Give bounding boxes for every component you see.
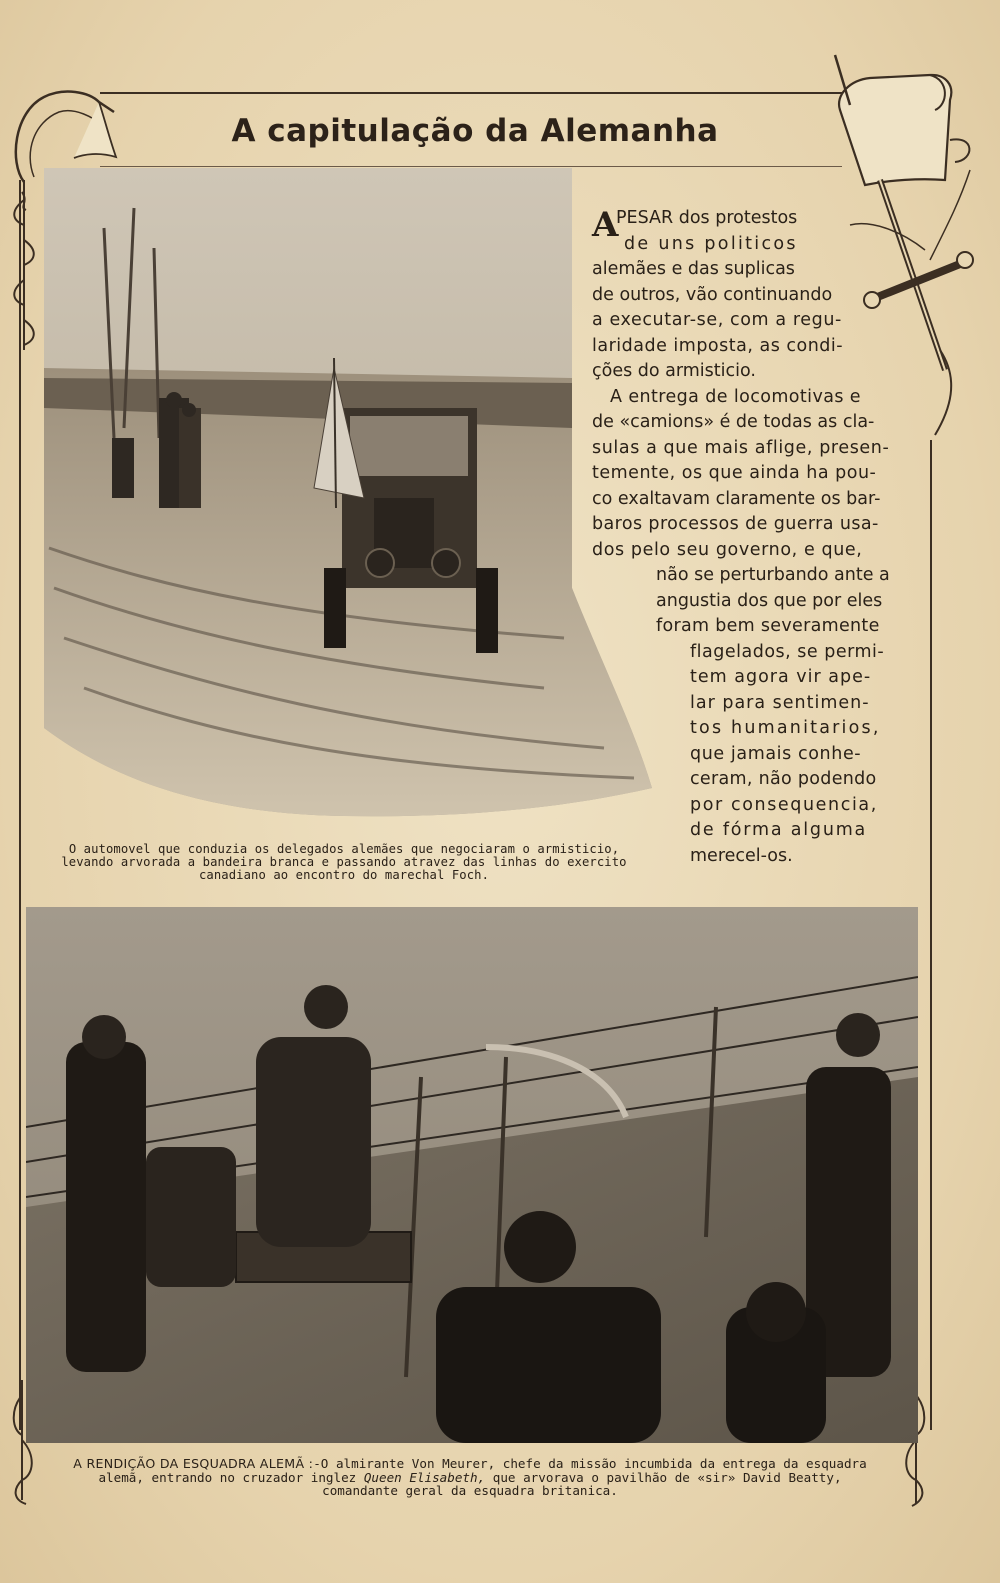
photo-fleet-caption-lead: A RENDIÇÃO DA ESQUADRA ALEMÃ : <box>73 1456 314 1471</box>
article-line: PESAR dos protestos <box>616 208 798 228</box>
article-line: que jamais conhe- <box>690 744 862 764</box>
article-line: co exaltavam claramente os bar- <box>592 489 881 509</box>
article-line: ceram, não podendo <box>690 769 877 789</box>
article-line: a executar-se, com a regu- <box>592 310 842 330</box>
article-line: alemães e das suplicas <box>592 259 795 279</box>
article-line: flagelados, se permi- <box>690 642 885 662</box>
photo-fleet-caption-ship-name: Queen Elisabeth, <box>363 1469 486 1485</box>
article-line: de outros, vão continuando <box>592 285 833 305</box>
article-line: laridade imposta, as condi- <box>592 336 844 356</box>
article-line: lar para sentimen- <box>690 693 870 713</box>
article-line: de fórma alguma <box>690 820 868 840</box>
article-line: baros processos de guerra usa- <box>592 514 879 534</box>
article-line: tos humanitarios, <box>690 718 881 738</box>
article-line: foram bem severamente <box>656 616 880 636</box>
article-line: angustia dos que por eles <box>656 591 883 611</box>
article-line: dos pelo seu governo, e que, <box>592 540 863 560</box>
article-line: sulas a que mais aflige, presen- <box>592 438 890 458</box>
article-line: de «camions» é de todas as cla- <box>592 412 875 432</box>
frame-title-underline <box>100 166 842 167</box>
frame-top-line <box>100 92 842 94</box>
photo-german-fleet-surrender <box>26 907 918 1443</box>
article-line: tem agora vir ape- <box>690 667 872 687</box>
photo-car-caption: O automovel que conduzia os delegados alemães que negociaram o armisticio, levando arvorada a bandeira branca e passando atravez das linhas do exercito canadiano ao encontro do marechal Foch. <box>61 842 627 882</box>
photo-fleet-caption <box>60 1457 880 1498</box>
article-line: temente, os que ainda ha pou- <box>592 463 877 483</box>
article-dropcap: A <box>592 205 619 245</box>
photo-fleet-caption-text-end: que arvorava o pavilhão de «sir» David Beatty, comandante geral da esquadra britanica. <box>322 1469 842 1498</box>
frame-left-line <box>19 180 21 1430</box>
article-line: por consequencia, <box>690 795 878 815</box>
article-line: A entrega de locomotivas e <box>610 387 861 407</box>
article-line: não se perturbando ante a <box>656 565 890 585</box>
article-line: merecel-os. <box>690 846 793 866</box>
photo-car-armistice-delegates <box>44 168 652 818</box>
article-line: de uns politicos <box>624 234 798 254</box>
laurel-ornament-left <box>6 180 46 350</box>
frame-right-line <box>930 440 932 1430</box>
photo-fleet-caption-text: -O almirante Von Meurer, chefe da missão incumbida da entrega da esquadra alemã, entrando no cruzador inglez <box>98 1456 867 1485</box>
article-line: ções do armisticio. <box>592 361 756 381</box>
page-title: A capitulação da Alemanha <box>231 113 719 149</box>
